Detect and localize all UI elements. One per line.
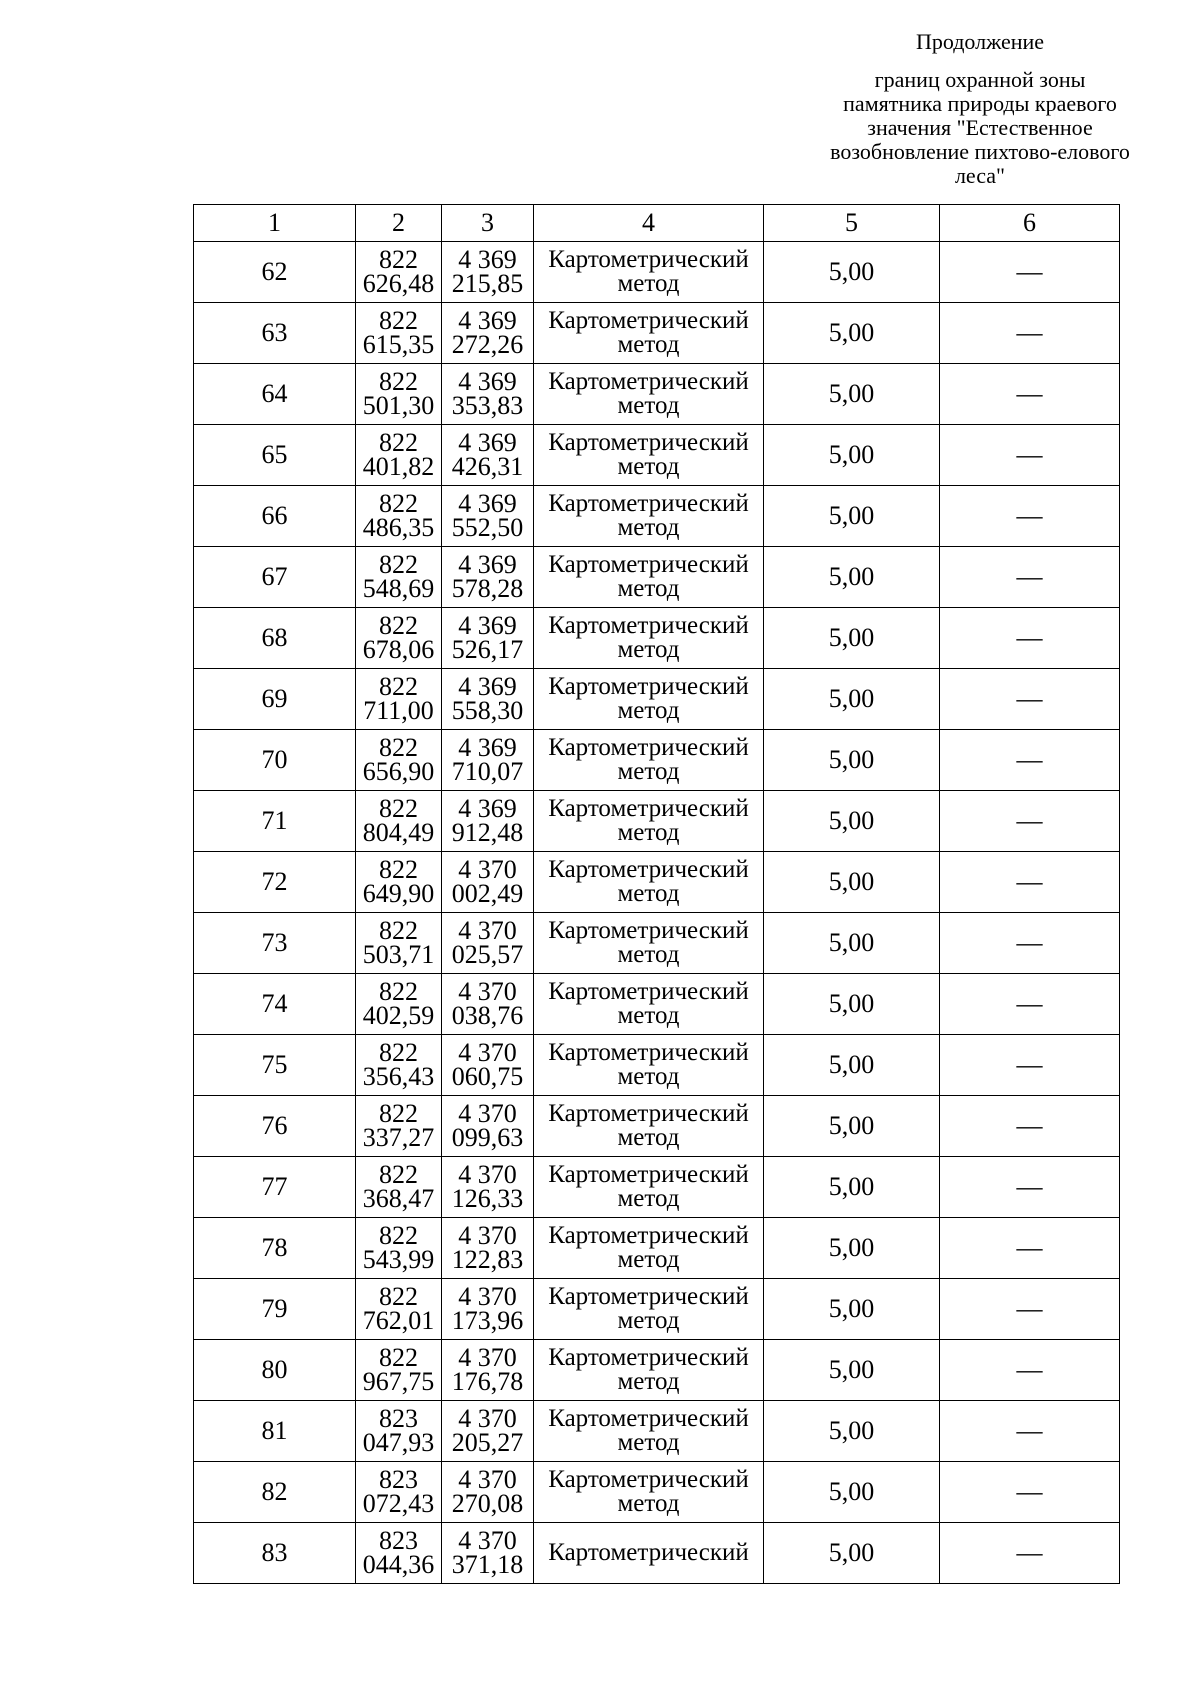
y-coordinate-minor: 353,83 (451, 391, 524, 420)
x-coordinate-minor: 804,49 (362, 818, 435, 847)
x-coordinate-minor: 615,35 (362, 330, 435, 359)
table-row (194, 486, 1120, 547)
table-cell-c6: — (940, 791, 1120, 852)
table-cell-c3 (442, 1035, 534, 1096)
y-coordinate-major: 4 370 (458, 916, 517, 945)
table-cell-c4 (534, 913, 764, 974)
x-coordinate-major: 822 (379, 245, 418, 274)
table-row (194, 425, 1120, 486)
table-row (194, 791, 1120, 852)
x-coordinate-major: 823 (379, 1526, 418, 1555)
table-cell-c1: 70 (194, 730, 356, 791)
y-coordinate-minor: 122,83 (451, 1245, 524, 1274)
table-row (194, 1218, 1120, 1279)
table-cell-c2 (356, 1096, 442, 1157)
table-cell-c4 (534, 852, 764, 913)
x-coordinate-minor: 626,48 (362, 269, 435, 298)
table-row (194, 608, 1120, 669)
column-header-1: 1 (194, 205, 356, 242)
table-cell-c3 (442, 242, 534, 303)
table-cell-c5: 5,00 (764, 669, 940, 730)
y-coordinate-minor: 272,26 (451, 330, 524, 359)
table-row (194, 852, 1120, 913)
table-cell-c1: 64 (194, 364, 356, 425)
x-coordinate-major: 823 (379, 1465, 418, 1494)
method-line-1: Картометрический (548, 246, 749, 273)
y-coordinate-major: 4 370 (458, 855, 517, 884)
table-cell-c1: 63 (194, 303, 356, 364)
table-cell-c1: 81 (194, 1401, 356, 1462)
table-cell-c6: — (940, 486, 1120, 547)
table-cell-c4 (534, 242, 764, 303)
table-cell-c5: 5,00 (764, 913, 940, 974)
x-coordinate-major: 822 (379, 1038, 418, 1067)
table-cell-c4 (534, 303, 764, 364)
y-coordinate-major: 4 369 (458, 428, 517, 457)
table-cell-c2 (356, 1279, 442, 1340)
y-coordinate-major: 4 369 (458, 672, 517, 701)
y-coordinate-minor: 060,75 (451, 1062, 524, 1091)
method-line-1: Картометрический (548, 551, 749, 578)
table-cell-c6: — (940, 1035, 1120, 1096)
table-cell-c6: — (940, 1340, 1120, 1401)
column-header-3: 3 (442, 205, 534, 242)
table-cell-c6: — (940, 852, 1120, 913)
y-coordinate-major: 4 370 (458, 1526, 517, 1555)
y-coordinate-minor: 173,96 (451, 1306, 524, 1335)
method-line-1: Картометрический (548, 490, 749, 517)
x-coordinate-minor: 649,90 (362, 879, 435, 908)
x-coordinate-minor: 503,71 (362, 940, 435, 969)
y-coordinate-major: 4 370 (458, 1343, 517, 1372)
x-coordinate-minor: 044,36 (362, 1550, 435, 1579)
table-cell-c2 (356, 486, 442, 547)
y-coordinate-major: 4 370 (458, 1282, 517, 1311)
method-line-1: Картометрический (548, 1283, 749, 1310)
y-coordinate-minor: 002,49 (451, 879, 524, 908)
x-coordinate-minor: 967,75 (362, 1367, 435, 1396)
method-line-1: Картометрический (548, 856, 749, 883)
table-cell-c4 (534, 425, 764, 486)
method-line-2: метод (617, 453, 680, 480)
table-row (194, 913, 1120, 974)
y-coordinate-minor: 371,18 (451, 1550, 524, 1579)
table-cell-c3 (442, 1218, 534, 1279)
y-coordinate-minor: 099,63 (451, 1123, 524, 1152)
x-coordinate-minor: 656,90 (362, 757, 435, 786)
y-coordinate-minor: 205,27 (451, 1428, 524, 1457)
coordinates-table (193, 204, 1120, 1584)
x-coordinate-major: 822 (379, 428, 418, 457)
table-cell-c1: 78 (194, 1218, 356, 1279)
table-cell-c2 (356, 1462, 442, 1523)
x-coordinate-minor: 401,82 (362, 452, 435, 481)
table-row (194, 1157, 1120, 1218)
x-coordinate-minor: 356,43 (362, 1062, 435, 1091)
table-cell-c5: 5,00 (764, 364, 940, 425)
x-coordinate-minor: 402,59 (362, 1001, 435, 1030)
method-line-1: Картометрический (548, 917, 749, 944)
table-cell-c3 (442, 1401, 534, 1462)
y-coordinate-major: 4 370 (458, 1099, 517, 1128)
table-cell-c4 (534, 608, 764, 669)
y-coordinate-major: 4 370 (458, 1160, 517, 1189)
x-coordinate-minor: 072,43 (362, 1489, 435, 1518)
method-line-2: метод (617, 1185, 680, 1212)
table-cell-c5: 5,00 (764, 974, 940, 1035)
y-coordinate-minor: 176,78 (451, 1367, 524, 1396)
table-cell-c4 (534, 1096, 764, 1157)
x-coordinate-major: 822 (379, 367, 418, 396)
table-cell-c5: 5,00 (764, 1157, 940, 1218)
table-cell-c3 (442, 1157, 534, 1218)
table-cell-c4 (534, 1157, 764, 1218)
table-cell-c3 (442, 791, 534, 852)
x-coordinate-major: 822 (379, 306, 418, 335)
x-coordinate-major: 823 (379, 1404, 418, 1433)
table-row (194, 1096, 1120, 1157)
y-coordinate-major: 4 369 (458, 733, 517, 762)
table-cell-c2 (356, 791, 442, 852)
method-line-2: метод (617, 1429, 680, 1456)
table-cell-c6: — (940, 1523, 1120, 1584)
table-cell-c1: 62 (194, 242, 356, 303)
table-cell-c2 (356, 1218, 442, 1279)
table-cell-c6: — (940, 669, 1120, 730)
table-row (194, 547, 1120, 608)
column-header-5: 5 (764, 205, 940, 242)
table-cell-c4 (534, 791, 764, 852)
table-cell-c3 (442, 1279, 534, 1340)
table-cell-c6: — (940, 1279, 1120, 1340)
x-coordinate-minor: 711,00 (363, 696, 434, 725)
table-cell-c6: — (940, 425, 1120, 486)
table-cell-c5: 5,00 (764, 1401, 940, 1462)
y-coordinate-minor: 025,57 (451, 940, 524, 969)
table-cell-c3 (442, 608, 534, 669)
table-cell-c4 (534, 486, 764, 547)
x-coordinate-major: 822 (379, 1160, 418, 1189)
table-cell-c1: 82 (194, 1462, 356, 1523)
table-cell-c1: 67 (194, 547, 356, 608)
table-row (194, 303, 1120, 364)
table-cell-c1: 75 (194, 1035, 356, 1096)
table-cell-c1: 65 (194, 425, 356, 486)
table-cell-c3 (442, 303, 534, 364)
table-row (194, 242, 1120, 303)
x-coordinate-major: 822 (379, 977, 418, 1006)
method-line-1: Картометрический (548, 307, 749, 334)
x-coordinate-major: 822 (379, 672, 418, 701)
table-cell-c4 (534, 1035, 764, 1096)
x-coordinate-minor: 486,35 (362, 513, 435, 542)
table-cell-c6: — (940, 1218, 1120, 1279)
method-line-2: метод (617, 1490, 680, 1517)
table-cell-c5: 5,00 (764, 425, 940, 486)
method-line-2: метод (617, 331, 680, 358)
table-cell-c1: 71 (194, 791, 356, 852)
table-cell-c4 (534, 1340, 764, 1401)
x-coordinate-major: 822 (379, 1343, 418, 1372)
table-cell-c5: 5,00 (764, 791, 940, 852)
table-cell-c6: — (940, 364, 1120, 425)
table-cell-c3 (442, 913, 534, 974)
table-cell-c3 (442, 730, 534, 791)
method-line-1: Картометрический (548, 612, 749, 639)
x-coordinate-minor: 762,01 (362, 1306, 435, 1335)
table-cell-c1: 68 (194, 608, 356, 669)
method-line-2: метод (617, 1002, 680, 1029)
table-cell-c2 (356, 608, 442, 669)
table-cell-c2 (356, 669, 442, 730)
table-cell-c1: 83 (194, 1523, 356, 1584)
table-cell-c2 (356, 1035, 442, 1096)
table-cell-c5: 5,00 (764, 242, 940, 303)
table-cell-c5: 5,00 (764, 1035, 940, 1096)
table-cell-c3 (442, 425, 534, 486)
table-cell-c2 (356, 1401, 442, 1462)
table-cell-c2 (356, 547, 442, 608)
method-line-2: метод (617, 575, 680, 602)
table-cell-c1: 72 (194, 852, 356, 913)
method-line-1: Картометрический (548, 1539, 749, 1566)
x-coordinate-major: 822 (379, 1221, 418, 1250)
x-coordinate-major: 822 (379, 489, 418, 518)
x-coordinate-minor: 337,27 (362, 1123, 435, 1152)
x-coordinate-minor: 501,30 (362, 391, 435, 420)
y-coordinate-minor: 912,48 (451, 818, 524, 847)
table-cell-c1: 69 (194, 669, 356, 730)
table-cell-c5: 5,00 (764, 1523, 940, 1584)
table-cell-c6: — (940, 1096, 1120, 1157)
table-cell-c3 (442, 1462, 534, 1523)
y-coordinate-minor: 426,31 (451, 452, 524, 481)
table-cell-c5: 5,00 (764, 608, 940, 669)
table-cell-c5: 5,00 (764, 1462, 940, 1523)
table-cell-c5: 5,00 (764, 852, 940, 913)
table-cell-c3 (442, 1096, 534, 1157)
column-header-4: 4 (534, 205, 764, 242)
method-line-1: Картометрический (548, 1222, 749, 1249)
table-row (194, 364, 1120, 425)
table-cell-c4 (534, 974, 764, 1035)
method-line-1: Картометрический (548, 368, 749, 395)
table-cell-c4 (534, 669, 764, 730)
x-coordinate-major: 822 (379, 1282, 418, 1311)
table-row (194, 1035, 1120, 1096)
table-cell-c6: — (940, 1462, 1120, 1523)
method-line-2: метод (617, 1063, 680, 1090)
table-cell-c2 (356, 974, 442, 1035)
table-cell-c1: 80 (194, 1340, 356, 1401)
table-cell-c2 (356, 364, 442, 425)
y-coordinate-major: 4 370 (458, 1221, 517, 1250)
method-line-1: Картометрический (548, 978, 749, 1005)
table-cell-c3 (442, 852, 534, 913)
table-row (194, 1401, 1120, 1462)
table-cell-c3 (442, 1340, 534, 1401)
method-line-2: метод (617, 880, 680, 907)
x-coordinate-major: 822 (379, 1099, 418, 1128)
y-coordinate-minor: 038,76 (451, 1001, 524, 1030)
method-line-2: метод (617, 392, 680, 419)
table-cell-c3 (442, 974, 534, 1035)
x-coordinate-major: 822 (379, 733, 418, 762)
document-header (790, 30, 1170, 188)
table-cell-c5: 5,00 (764, 303, 940, 364)
table-cell-c6: — (940, 303, 1120, 364)
y-coordinate-major: 4 370 (458, 1404, 517, 1433)
method-line-2: метод (617, 1307, 680, 1334)
table-cell-c5: 5,00 (764, 1218, 940, 1279)
y-coordinate-minor: 552,50 (451, 513, 524, 542)
table-row (194, 1462, 1120, 1523)
table-cell-c6: — (940, 608, 1120, 669)
y-coordinate-minor: 270,08 (451, 1489, 524, 1518)
table-cell-c3 (442, 669, 534, 730)
y-coordinate-minor: 215,85 (451, 269, 524, 298)
y-coordinate-major: 4 369 (458, 489, 517, 518)
method-line-2: метод (617, 270, 680, 297)
table-cell-c1: 74 (194, 974, 356, 1035)
table-cell-c4 (534, 1279, 764, 1340)
method-line-1: Картометрический (548, 1161, 749, 1188)
x-coordinate-minor: 543,99 (362, 1245, 435, 1274)
table-cell-c5: 5,00 (764, 486, 940, 547)
table-cell-c3 (442, 1523, 534, 1584)
x-coordinate-major: 822 (379, 855, 418, 884)
table-cell-c2 (356, 303, 442, 364)
table-cell-c4 (534, 730, 764, 791)
y-coordinate-minor: 558,30 (451, 696, 524, 725)
y-coordinate-major: 4 369 (458, 550, 517, 579)
method-line-2: метод (617, 941, 680, 968)
table-cell-c2 (356, 242, 442, 303)
x-coordinate-major: 822 (379, 611, 418, 640)
method-line-2: метод (617, 758, 680, 785)
table-cell-c1: 73 (194, 913, 356, 974)
method-line-2: метод (617, 514, 680, 541)
x-coordinate-minor: 047,93 (362, 1428, 435, 1457)
table-cell-c4 (534, 364, 764, 425)
table-cell-c2 (356, 913, 442, 974)
table-cell-c6: — (940, 547, 1120, 608)
table-cell-c2 (356, 1340, 442, 1401)
column-header-2: 2 (356, 205, 442, 242)
table-row (194, 1340, 1120, 1401)
y-coordinate-major: 4 369 (458, 367, 517, 396)
method-line-2: метод (617, 697, 680, 724)
document-description: границ охранной зоны памятника природы краевого значения "Естественное возобновление пихтово-елового леса" (830, 67, 1130, 188)
method-line-2: метод (617, 636, 680, 663)
method-line-2: метод (617, 1368, 680, 1395)
table-cell-c4 (534, 1401, 764, 1462)
table-cell-c1: 76 (194, 1096, 356, 1157)
y-coordinate-major: 4 369 (458, 306, 517, 335)
table-row (194, 1279, 1120, 1340)
y-coordinate-major: 4 370 (458, 977, 517, 1006)
table-cell-c6: — (940, 974, 1120, 1035)
y-coordinate-major: 4 369 (458, 794, 517, 823)
y-coordinate-minor: 126,33 (451, 1184, 524, 1213)
table-header-row (194, 205, 1120, 242)
table-cell-c3 (442, 364, 534, 425)
column-header-6: 6 (940, 205, 1120, 242)
table-cell-c6: — (940, 913, 1120, 974)
method-line-1: Картометрический (548, 1405, 749, 1432)
y-coordinate-minor: 526,17 (451, 635, 524, 664)
table-cell-c2 (356, 425, 442, 486)
table-row (194, 669, 1120, 730)
y-coordinate-major: 4 369 (458, 611, 517, 640)
table-cell-c1: 66 (194, 486, 356, 547)
x-coordinate-minor: 678,06 (362, 635, 435, 664)
method-line-1: Картометрический (548, 673, 749, 700)
table-cell-c6: — (940, 730, 1120, 791)
y-coordinate-major: 4 370 (458, 1038, 517, 1067)
method-line-1: Картометрический (548, 1466, 749, 1493)
x-coordinate-major: 822 (379, 550, 418, 579)
table-cell-c1: 79 (194, 1279, 356, 1340)
table-cell-c2 (356, 730, 442, 791)
table-cell-c3 (442, 486, 534, 547)
x-coordinate-major: 822 (379, 794, 418, 823)
method-line-1: Картометрический (548, 429, 749, 456)
table-cell-c5: 5,00 (764, 730, 940, 791)
table-cell-c2 (356, 1523, 442, 1584)
x-coordinate-minor: 548,69 (362, 574, 435, 603)
method-line-2: метод (617, 1246, 680, 1273)
table-cell-c4 (534, 1462, 764, 1523)
x-coordinate-major: 822 (379, 916, 418, 945)
table-cell-c5: 5,00 (764, 1279, 940, 1340)
table-cell-c6: — (940, 242, 1120, 303)
table-cell-c4 (534, 547, 764, 608)
y-coordinate-minor: 710,07 (451, 757, 524, 786)
method-line-1: Картометрический (548, 1039, 749, 1066)
table-cell-c5: 5,00 (764, 547, 940, 608)
continuation-label: Продолжение (915, 29, 1045, 54)
method-line-1: Картометрический (548, 1344, 749, 1371)
table-cell-c5: 5,00 (764, 1340, 940, 1401)
x-coordinate-minor: 368,47 (362, 1184, 435, 1213)
table-cell-c4 (534, 1523, 764, 1584)
table-cell-c5: 5,00 (764, 1096, 940, 1157)
method-line-2: метод (617, 1124, 680, 1151)
method-line-1: Картометрический (548, 734, 749, 761)
table-cell-c6: — (940, 1401, 1120, 1462)
method-line-1: Картометрический (548, 1100, 749, 1127)
table-row (194, 730, 1120, 791)
y-coordinate-major: 4 370 (458, 1465, 517, 1494)
y-coordinate-minor: 578,28 (451, 574, 524, 603)
table-cell-c1: 77 (194, 1157, 356, 1218)
method-line-1: Картометрический (548, 795, 749, 822)
table-row (194, 1523, 1120, 1584)
table-cell-c2 (356, 1157, 442, 1218)
table-cell-c2 (356, 852, 442, 913)
table-cell-c6: — (940, 1157, 1120, 1218)
table-cell-c4 (534, 1218, 764, 1279)
table-row (194, 974, 1120, 1035)
method-line-2: метод (617, 819, 680, 846)
y-coordinate-major: 4 369 (458, 245, 517, 274)
table-cell-c3 (442, 547, 534, 608)
